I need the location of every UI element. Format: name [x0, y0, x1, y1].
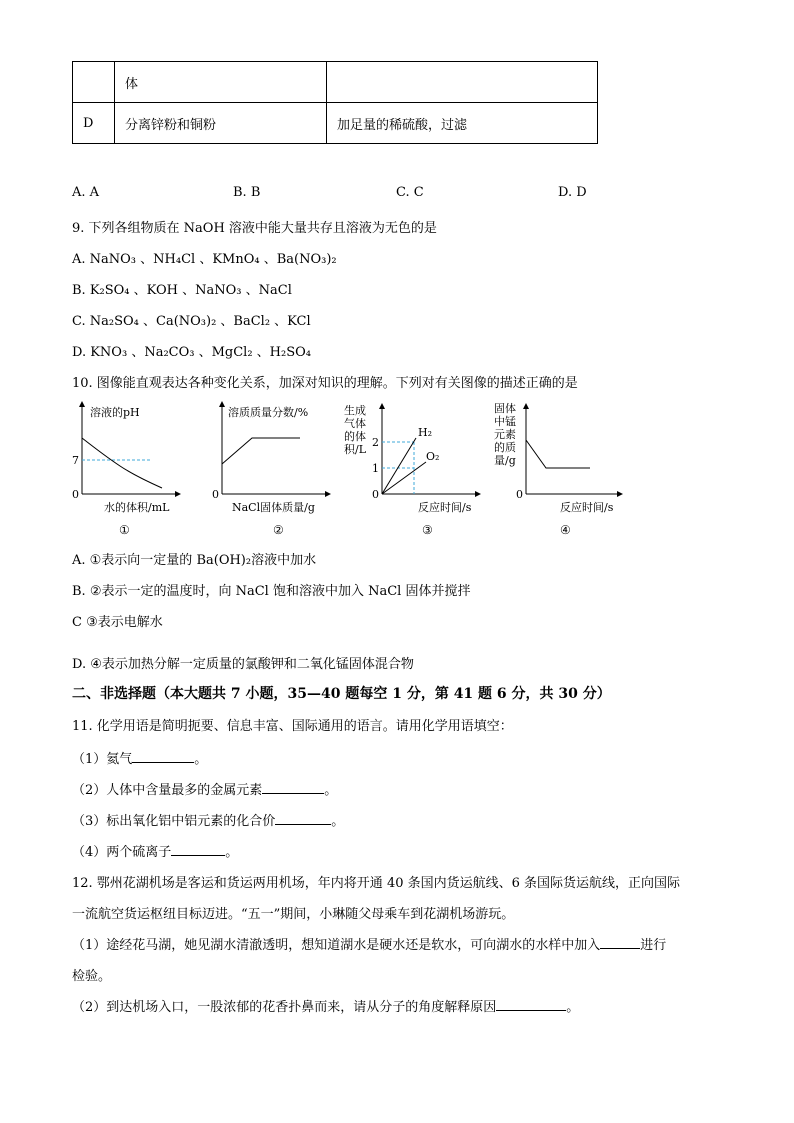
table-cell: D: [73, 103, 115, 144]
q12-part-1-text: （1）途经花马湖，她见湖水清澈透明，想知道湖水是硬水还是软水，可向湖水的水样中加入: [72, 938, 601, 953]
graph-3: [344, 403, 480, 537]
table-cell: 分离锌粉和铜粉: [115, 103, 327, 144]
graph3-ylabel-2: 气体: [344, 417, 366, 430]
answer-blank[interactable]: [262, 781, 324, 794]
option-a: A. A: [72, 185, 100, 200]
graph3-h2-label: H₂: [418, 426, 433, 439]
graph3-tick-1: 1: [372, 462, 379, 475]
graph1-number: ①: [119, 523, 130, 537]
graph4-ylabel-1: 固体: [494, 402, 516, 415]
table-cell: 体: [115, 62, 327, 103]
q10-option-b: B. ②表示一定的温度时，向 NaCl 饱和溶液中加入 NaCl 固体并搅拌: [72, 584, 471, 599]
q11-part-1-text: （1）氦气: [72, 752, 133, 767]
q11-part-4-text: （4）两个硫离子: [72, 845, 172, 860]
answer-blank[interactable]: [275, 812, 331, 825]
q10-option-a: A. ①表示向一定量的 Ba(OH)₂溶液中加水: [72, 553, 317, 568]
graph3-tick-2: 2: [372, 436, 379, 449]
graph-1: [72, 402, 180, 537]
graph3-ylabel-1: 生成: [344, 404, 366, 417]
graph3-ylabel-3: 的体: [344, 430, 366, 443]
answer-blank[interactable]: [496, 998, 566, 1011]
graph3-ylabel-4: 积/L: [344, 443, 367, 456]
graph4-origin: 0: [516, 488, 523, 501]
q9-option-d: D. KNO₃ 、Na₂CO₃ 、MgCl₂ 、H₂SO₄: [72, 345, 312, 360]
q11-part-2: [72, 779, 337, 798]
graph2-number: ②: [273, 523, 284, 537]
section-heading: 二、非选择题（本大题共 7 小题，35—40 题每空 1 分，第 41 题 6 分，共 30 分）: [72, 686, 611, 702]
q11-part-4: [72, 841, 238, 860]
option-b: B. B: [233, 185, 261, 200]
q11-part-3: [72, 810, 344, 829]
answer-blank[interactable]: [132, 750, 194, 763]
q10-stem: 10. 图像能直观表达各种变化关系，加深对知识的理解。下列对有关图像的描述正确的是: [72, 376, 578, 391]
q11-part-3-text: （3）标出氧化铝中铝元素的化合价: [72, 814, 276, 829]
graph4-ylabel-5: 量/g: [494, 454, 516, 467]
graphs-figure: [60, 398, 640, 543]
graph3-number: ③: [422, 523, 433, 537]
graph3-xlabel: 反应时间/s: [418, 501, 472, 514]
graph4-ylabel-4: 的质: [494, 441, 516, 454]
q12-part-1: [72, 934, 666, 953]
option-d: D. D: [558, 185, 587, 200]
graph1-ylabel: 溶液的pH: [90, 406, 140, 419]
q9-option-a: A. NaNO₃ 、NH₄Cl 、KMnO₄ 、Ba(NO₃)₂: [72, 252, 337, 267]
q12-part-1-tail: 进行: [640, 938, 667, 953]
graph-2: [212, 402, 330, 537]
table-cell: 加足量的稀硫酸，过滤: [327, 103, 598, 144]
q11-part-2-text: （2）人体中含量最多的金属元素: [72, 783, 263, 798]
period: 。: [566, 1000, 580, 1015]
graph1-xlabel: 水的体积/mL: [104, 501, 170, 514]
q9-option-b: B. K₂SO₄ 、KOH 、NaNO₃ 、NaCl: [72, 283, 292, 298]
graph4-ylabel-3: 元素: [494, 428, 516, 441]
period: 。: [331, 814, 345, 829]
q11-stem: 11. 化学用语是简明扼要、信息丰富、国际通用的语言。请用化学用语填空：: [72, 719, 513, 734]
q12-stem-line1: 12. 鄂州花湖机场是客运和货运两用机场，年内将开通 40 条国内货运航线、6 条国际货运航线，正向国际: [72, 876, 681, 891]
answer-blank[interactable]: [600, 936, 640, 949]
graph3-o2-label: O₂: [426, 450, 440, 463]
option-c: C. C: [396, 185, 424, 200]
graph-4: [494, 401, 622, 537]
q12-part-1-cont: 检验。: [72, 969, 112, 984]
graph4-ylabel-2: 中锰: [494, 415, 516, 428]
graph2-xlabel: NaCl固体质量/g: [232, 501, 315, 514]
graph4-number: ④: [560, 523, 571, 537]
graph1-tick-7: 7: [72, 454, 79, 467]
table-cell: [327, 62, 598, 103]
graph1-origin: 0: [72, 488, 79, 501]
answer-blank[interactable]: [171, 843, 225, 856]
q12-stem-line2: 一流航空货运枢纽目标迈进。“五一”期间，小琳随父母乘车到花湖机场游玩。: [72, 907, 515, 922]
q11-part-1: [72, 748, 207, 767]
answer-table: [72, 61, 598, 144]
q9-option-c: C. Na₂SO₄ 、Ca(NO₃)₂ 、BaCl₂ 、KCl: [72, 314, 311, 329]
q10-option-d: D. ④表示加热分解一定质量的氯酸钾和二氧化锰固体混合物: [72, 657, 414, 672]
graph4-xlabel: 反应时间/s: [560, 501, 614, 514]
q9-stem: 9. 下列各组物质在 NaOH 溶液中能大量共存且溶液为无色的是: [72, 221, 437, 236]
table-row: [73, 103, 598, 144]
graph2-ylabel: 溶质质量分数/%: [228, 406, 309, 419]
table-cell: [73, 62, 115, 103]
table-row: [73, 62, 598, 103]
period: 。: [194, 752, 208, 767]
period: 。: [324, 783, 338, 798]
q12-part-2: [72, 996, 579, 1015]
period: 。: [225, 845, 239, 860]
q10-option-c: C ③表示电解水: [72, 615, 163, 630]
graph3-origin: 0: [372, 488, 379, 501]
q12-part-2-text: （2）到达机场入口，一股浓郁的花香扑鼻而来，请从分子的角度解释原因: [72, 1000, 497, 1015]
graph2-origin: 0: [212, 488, 219, 501]
